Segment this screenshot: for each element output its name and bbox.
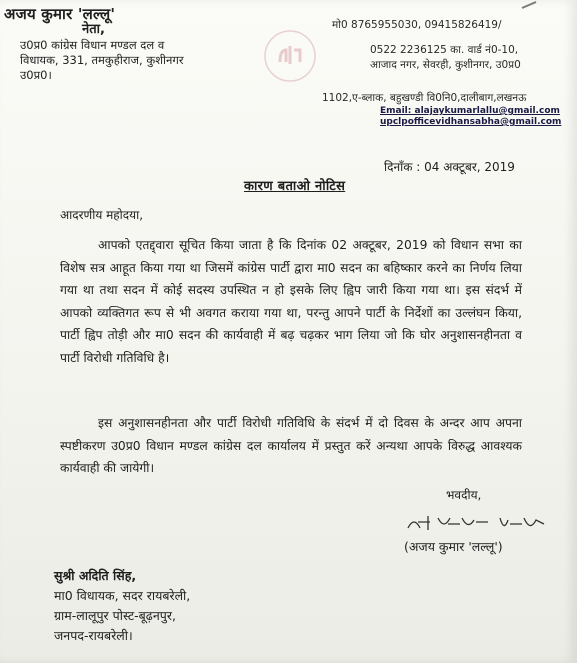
local-address: आजाद नगर, सेवरही, कुशीनगर, उ0प्र0 xyxy=(370,59,521,71)
mobile-numbers: मो0 8765955030, 09415826419/ xyxy=(332,19,502,31)
sender-org-line2: विधायक, 331, तमकुहीराज, कुशीनगर xyxy=(20,53,184,67)
body-paragraph-2: इस अनुशासनहीनता और पार्टी विरोधी गतिविधि के संदर्भ में दो दिवस के अन्दर आप अपना स्पष्टीकरण उ0प्र0 विधान मण्डल कांग्रेस दल कार्यालय में प्रस्तुत करें अन्यथा आपके विरुद्ध आवश्यक कार्यवाही की जायेगी। xyxy=(60,416,522,475)
closing: भवदीय, xyxy=(446,488,482,502)
contact-block xyxy=(304,18,574,128)
sender-org-line3: उ0प्र0। xyxy=(20,68,52,82)
body-paragraph-1: आपको एतद्द्वारा सूचित किया जाता है कि दिनांक 02 अक्टूबर, 2019 को विधान सभा का विशेष सत्र आहूत किया गया था जिसमें कांग्रेस पार्टी द्वारा मा0 सदन का बहिष्कार करने का निर्णय लिया गया था तथा सदन में कोई सदस्य उपस्थित न हो इसके लिए ह्विप जारी किया गया था। इस संदर्भ में आपको व्यक्तिगत रूप से भी अवगत कराया गया था, परन्तु आपने पार्टी के निर्देशों का उल्लंघन किया, पार्टी ह्विप तोड़ी और मा0 सदन की कार्यवाही में बढ़ चढ़कर भाग लिया जो कि घोर अनुशासनहीनता व पार्टी विरोधी गतिविधि है। xyxy=(60,238,522,365)
phone-ward: 0522 2236125 का. वार्ड नं0-10, xyxy=(370,44,519,56)
notice-title: कारण बताओ नोटिस xyxy=(244,179,346,194)
sender-header xyxy=(4,6,244,83)
sender-name: अजय कुमार 'लल्लू' xyxy=(4,5,116,23)
recipient-line3: जनपद-रायबरेली। xyxy=(54,628,133,643)
recipient-line2: ग्राम-लालूपुर पोस्ट-बूढ़नपुर, xyxy=(54,608,176,623)
recipient-name: सुश्री अदिति सिंह, xyxy=(54,568,137,583)
signer-name: (अजय कुमार 'लल्लू') xyxy=(404,539,503,554)
handwritten-signature xyxy=(404,510,554,538)
sender-org-line1: उ0प्र0 कांग्रेस विधान मण्डल दल व xyxy=(20,38,165,52)
lucknow-address: 1102,ए-ब्लाक, बहुखण्डी वि0नि0,दालीबाग,लखनऊ xyxy=(322,92,527,104)
recipient-address xyxy=(54,566,190,646)
salutation: आदरणीय महोदया, xyxy=(60,208,144,222)
staple-mark-icon xyxy=(520,0,538,10)
email-2: upclpofficevidhansabha@gmail.com xyxy=(380,117,562,127)
email-1: Email: alajaykumarlallu@gmail.com xyxy=(380,106,560,116)
sender-designation: नेता, xyxy=(82,22,105,37)
letter-date: दिनाँक : 04 अक्टूबर, 2019 xyxy=(384,160,515,174)
recipient-line1: मा0 विधायक, सदर रायबरेली, xyxy=(54,588,191,603)
